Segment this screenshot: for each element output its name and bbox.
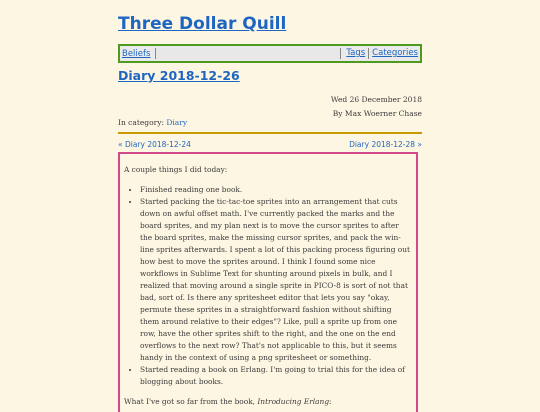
outro-colon: : bbox=[329, 397, 332, 406]
nav-bar bbox=[118, 44, 422, 63]
post-title[interactable]: Diary 2018-12-26 bbox=[118, 68, 240, 83]
post-meta bbox=[331, 93, 422, 121]
nav-categories-link[interactable]: Categories bbox=[372, 48, 418, 58]
nav-beliefs-link[interactable]: Beliefs bbox=[122, 48, 151, 59]
book-title: Introducing Erlang bbox=[257, 397, 330, 406]
post-body bbox=[118, 152, 418, 412]
next-post-link[interactable]: Diary 2018-12-28 » bbox=[349, 140, 422, 149]
post-outro bbox=[124, 396, 412, 408]
category-label: In category: bbox=[118, 118, 167, 127]
post-date: Wed 26 December 2018 bbox=[330, 95, 422, 104]
divider-rule bbox=[118, 132, 422, 134]
nav-tags-link[interactable]: Tags bbox=[346, 48, 366, 58]
prev-post-link[interactable]: « Diary 2018-12-24 bbox=[118, 140, 191, 149]
nav-right-group bbox=[344, 48, 420, 59]
post-list bbox=[124, 184, 412, 388]
post-author: By Max Woerner Chase bbox=[332, 109, 422, 118]
nav-divider bbox=[368, 48, 369, 59]
post-category bbox=[118, 118, 187, 127]
post-navigation bbox=[118, 140, 422, 149]
nav-search-box[interactable] bbox=[155, 48, 341, 59]
category-link[interactable]: Diary bbox=[166, 118, 188, 127]
list-item: • Started reading a book on Erlang. I'm going to trial this for the idea of blogging about books. bbox=[140, 364, 412, 388]
post-intro: A couple things I did today: bbox=[124, 165, 228, 174]
list-item: • Started packing the tic-tac-toe sprites into an arrangement that cuts down on awful offset math. I've currently packed the marks and the board sprites, and my plan next is to move the cursor sprites to after the board sprites, make the missing cursor sprites, and pack the win-line sprites afterwards. I spent a lot of this packing process figuring out how best to move the sprites around. I think I found some nice workflows in Sublime Text for shunting around pixels in bulk, and I realized that moving around a single sprite in PICO-8 is sort of not that bad, sort of. Is there any spritesheet editor that lets you say "okay, permute these sprites in a straightforward fashion without shifting them around relative to their edges"? Like, pull a sprite up from one row, have the other sprites shift to the right, and the one on the end overflows to the next row? That's not applicable to this, but it seems handy in the context of using a png spritesheet or something. bbox=[140, 196, 412, 364]
list-item: • Finished reading one book. bbox=[140, 184, 412, 196]
site-title[interactable]: Three Dollar Quill bbox=[118, 14, 287, 34]
outro-text: What I've got so far from the book, bbox=[124, 397, 258, 406]
